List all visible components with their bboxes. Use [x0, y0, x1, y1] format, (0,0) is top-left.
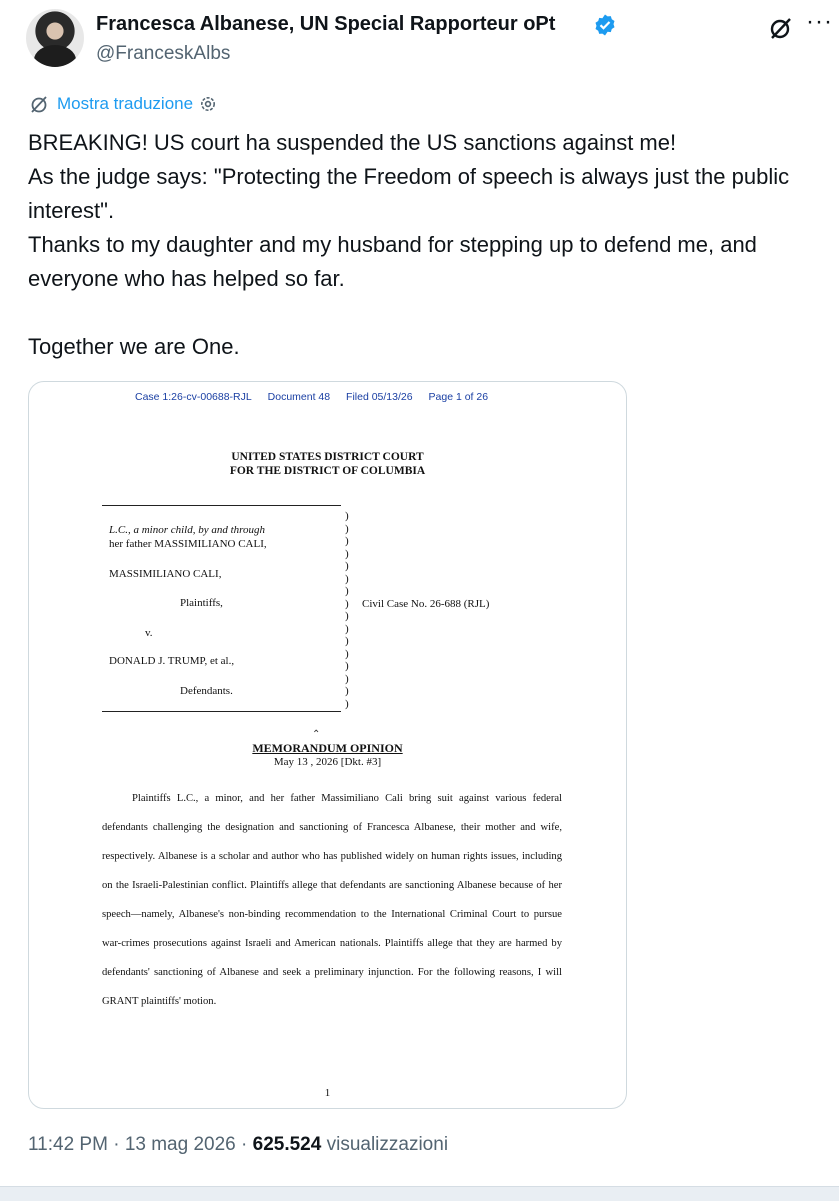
caption-parentheses: ) ) ) ) ) ) ) ) ) ) ) ) ) ) ) )	[345, 510, 349, 710]
tweet-line: As the judge says: "Protecting the Freedom of speech is always just the public interest".	[28, 164, 790, 223]
tweet-time[interactable]: 11:42 PM	[28, 1134, 108, 1155]
caption-plaintiff-2: MASSIMILIANO CALI,	[109, 568, 222, 580]
court-name: UNITED STATES DISTRICT COURT	[231, 451, 424, 463]
caption-defendant: DONALD J. TRUMP, et al.,	[109, 655, 235, 667]
caption-plaintiff-1b: her father MASSIMILIANO CALI,	[109, 538, 267, 550]
header-filed: Filed 05/13/26	[346, 391, 413, 403]
gear-icon[interactable]	[199, 95, 217, 113]
tweet-meta	[28, 1134, 448, 1156]
bottom-bar	[0, 1186, 839, 1201]
grok-icon[interactable]	[767, 14, 795, 42]
views-count: 625.524	[252, 1134, 322, 1155]
author-name[interactable]: Francesca Albanese, UN Special Rapporteur oPt	[96, 13, 556, 35]
tweet-date[interactable]: 13 mag 2026	[124, 1134, 236, 1155]
header-document: Document 48	[267, 391, 331, 403]
header-page: Page 1 of 26	[428, 391, 489, 403]
caption-versus: v.	[145, 627, 153, 639]
caption-defendants-label: Defendants.	[180, 685, 233, 697]
court-district: FOR THE DISTRICT OF COLUMBIA	[229, 465, 426, 477]
avatar[interactable]	[26, 9, 84, 67]
memo-title: MEMORANDUM OPINION	[252, 741, 403, 755]
caption-plaintiffs-label: Plaintiffs,	[180, 597, 223, 609]
views-label: visualizzazioni	[326, 1134, 449, 1155]
opinion-paragraph	[102, 784, 562, 1016]
attached-image[interactable]	[28, 381, 627, 1109]
document-header	[135, 391, 501, 403]
memo-date: May 13 , 2026 [Dkt. #3]	[273, 756, 382, 768]
tweet-line: BREAKING! US court ha suspended the US sanctions against me!	[28, 130, 677, 155]
tweet-line: Together we are One.	[28, 334, 240, 359]
translate-link[interactable]	[29, 94, 217, 114]
author-handle[interactable]: @FranceskAlbs	[96, 43, 231, 64]
tweet-line: Thanks to my daughter and my husband for stepping up to defend me, and everyone who has helped so far.	[28, 232, 757, 291]
civil-case-number: Civil Case No. 26-688 (RJL)	[362, 598, 490, 610]
translate-label[interactable]: Mostra traduzione	[57, 94, 194, 113]
more-icon[interactable]: ···	[806, 8, 833, 35]
meta-separator: ·	[113, 1134, 120, 1155]
meta-separator: ·	[241, 1134, 248, 1155]
caption-plaintiff-1a: L.C., a minor child, by and through	[109, 524, 266, 536]
margin-mark: ⌃	[312, 729, 321, 740]
translate-icon	[29, 94, 51, 114]
verified-badge-icon	[593, 13, 617, 37]
caption-rule-bottom	[102, 711, 341, 712]
caption-rule-top	[102, 505, 341, 506]
page-number: 1	[324, 1087, 331, 1099]
opinion-text: Plaintiffs L.C., a minor, and her father Massimiliano Cali bring suit against various federal defendants challenging the designation and sanctioning of Francesca Albanese, their mother and wife, respectively. Albanese is a scholar and author who has published widely on human rights issues, including on the Israeli-Palestinian conflict. Plaintiffs allege that defendants are sanctioning Albanese because of her speech—namely, Albanese's non-binding recommendation to the International Criminal Court to pursue war-crimes prosecutions against Israeli and American nationals. Plaintiffs allege that they are harmed by defendants' sanctioning of Albanese and seek a preliminary injunction. For the following reasons, I will GRANT plaintiffs' motion.	[102, 793, 562, 1007]
court-document	[29, 382, 626, 1108]
header-case: Case 1:26-cv-00688-RJL	[135, 391, 252, 403]
tweet-text	[28, 126, 818, 364]
